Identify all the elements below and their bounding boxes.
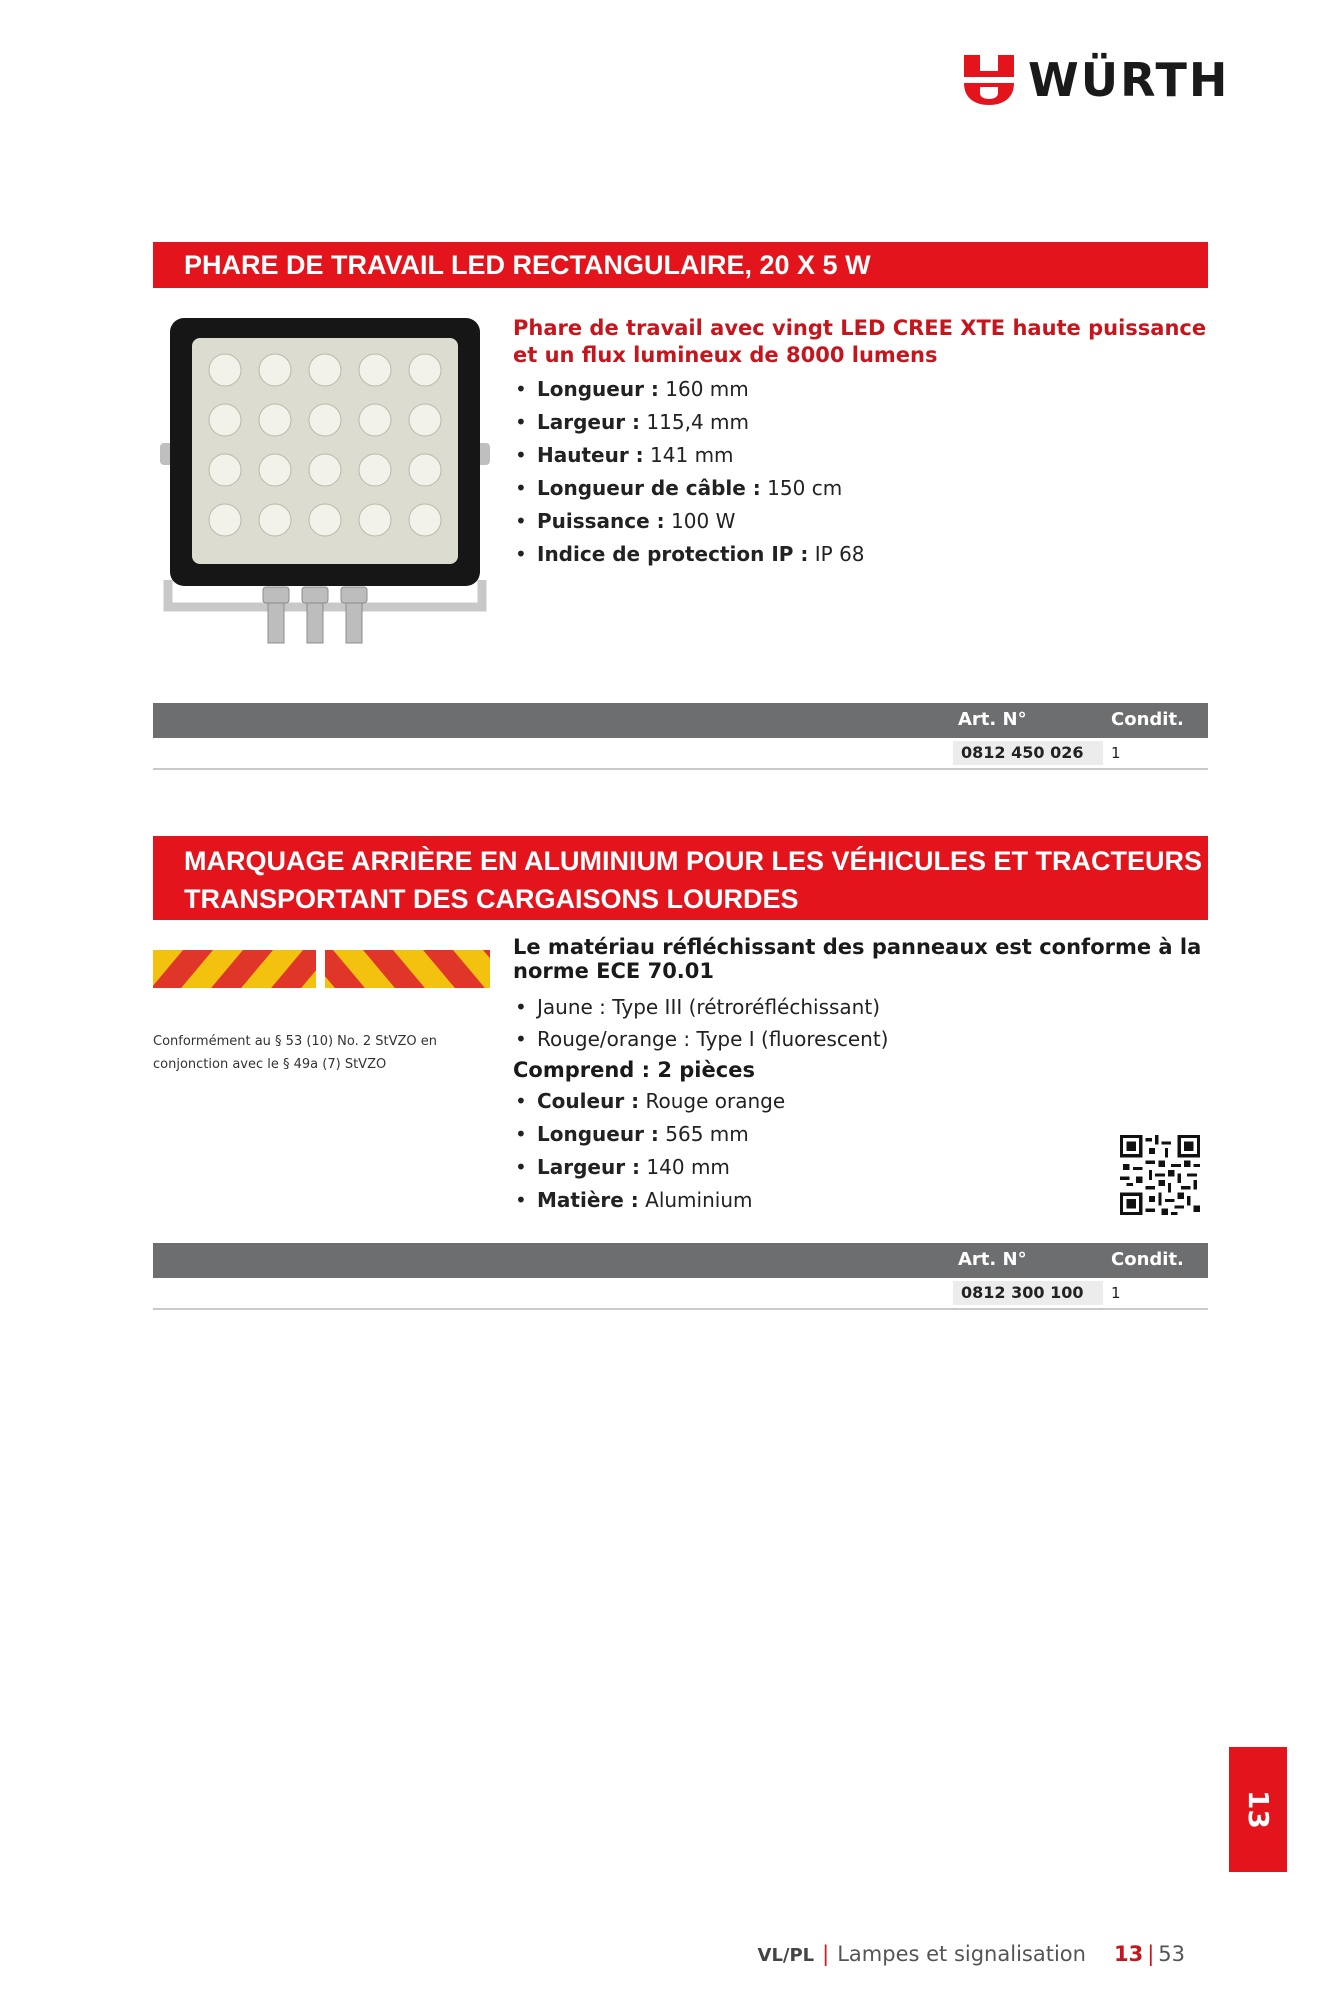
- bullet-icon: •: [515, 1188, 527, 1212]
- product-2-article-table: [153, 1243, 1208, 1310]
- product-2-title-bar: [153, 836, 1208, 920]
- wurth-logo: [962, 50, 1229, 110]
- bullet-icon: •: [515, 509, 527, 533]
- bullet-icon: •: [515, 476, 527, 500]
- bullet-icon: •: [515, 1122, 527, 1146]
- product-1-title-bar: [153, 242, 1208, 288]
- led-work-lamp-image: [160, 315, 490, 660]
- article-number[interactable]: 0812 450 026: [953, 741, 1103, 765]
- product-2-spec-list: [513, 1085, 1213, 1217]
- chapter-tab[interactable]: [1229, 1747, 1287, 1872]
- spec-item: • Puissance : 100 W: [513, 505, 1213, 538]
- spec-item: • Largeur : 115,4 mm: [513, 406, 1213, 439]
- table-header: [153, 703, 1208, 738]
- product-2-material-list: [513, 991, 1213, 1055]
- bullet-icon: •: [515, 995, 527, 1019]
- material-item: • Rouge/orange : Type I (fluorescent): [513, 1023, 1213, 1055]
- material-item: • Jaune : Type III (rétroréfléchissant): [513, 991, 1213, 1023]
- brand-name: WÜRTH: [1028, 53, 1230, 107]
- packaging-unit: 1: [1111, 744, 1121, 762]
- product-1-article-table: [153, 703, 1208, 770]
- footer-page-number: 13: [1113, 1942, 1144, 1966]
- spec-item: • Largeur : 140 mm: [513, 1151, 1213, 1184]
- bullet-icon: •: [515, 377, 527, 401]
- footer-page-total: 53: [1158, 1942, 1185, 1966]
- spec-item: • Hauteur : 141 mm: [513, 439, 1213, 472]
- page-footer: [758, 1942, 1185, 1966]
- footer-separator: |: [822, 1942, 830, 1966]
- chapter-tab-number: 13: [1241, 1790, 1275, 1829]
- product-1-spec-list: [513, 373, 1213, 571]
- bullet-icon: •: [515, 443, 527, 467]
- spec-item: • Longueur : 160 mm: [513, 373, 1213, 406]
- product-1-description: [513, 315, 1213, 571]
- col-condit: Condit.: [1111, 1249, 1184, 1270]
- spec-item: • Matière : Aluminium: [513, 1184, 1213, 1217]
- product-2-title-line-1: MARQUAGE ARRIÈRE EN ALUMINIUM POUR LES VÉHICULES ET TRACTEURS: [184, 846, 1203, 876]
- table-row: [153, 1278, 1208, 1310]
- article-number[interactable]: 0812 300 100: [953, 1281, 1103, 1305]
- regulation-note: Conformément au § 53 (10) No. 2 StVZO en conjonction avec le § 49a (7) StVZO: [153, 1034, 438, 1072]
- bullet-icon: •: [515, 1155, 527, 1179]
- qr-code-icon[interactable]: [1120, 1135, 1200, 1215]
- col-art-no: Art. N°: [958, 709, 1027, 730]
- product-1-title: PHARE DE TRAVAIL LED RECTANGULAIRE, 20 X 5 W: [184, 250, 871, 280]
- product-2-title-line-2: TRANSPORTANT DES CARGAISONS LOURDES: [184, 884, 799, 914]
- table-header: [153, 1243, 1208, 1278]
- product-2-lead: Le matériau réfléchissant des panneaux est conforme à la norme ECE 70.01: [513, 935, 1202, 983]
- product-1-lead: Phare de travail avec vingt LED CREE XTE haute puissance et un flux lumineux de 8000 lumens: [513, 316, 1207, 367]
- bullet-icon: •: [515, 410, 527, 434]
- rear-marking-plates-image: [153, 950, 490, 988]
- bullet-icon: •: [515, 542, 527, 566]
- bullet-icon: •: [515, 1027, 527, 1051]
- col-art-no: Art. N°: [958, 1249, 1027, 1270]
- col-condit: Condit.: [1111, 709, 1184, 730]
- footer-separator: |: [1147, 1942, 1155, 1966]
- spec-item: • Indice de protection IP : IP 68: [513, 538, 1213, 571]
- product-2-comprend: Comprend : 2 pièces: [513, 1058, 755, 1082]
- spec-item: • Longueur de câble : 150 cm: [513, 472, 1213, 505]
- footer-section: VL/PL: [757, 1945, 815, 1966]
- wurth-logo-icon: [962, 53, 1016, 107]
- spec-item: • Longueur : 565 mm: [513, 1118, 1213, 1151]
- product-2-description: [513, 935, 1213, 1217]
- spec-item: • Couleur : Rouge orange: [513, 1085, 1213, 1118]
- bullet-icon: •: [515, 1089, 527, 1113]
- packaging-unit: 1: [1111, 1284, 1121, 1302]
- table-row: [153, 738, 1208, 770]
- footer-chapter: Lampes et signalisation: [837, 1942, 1086, 1966]
